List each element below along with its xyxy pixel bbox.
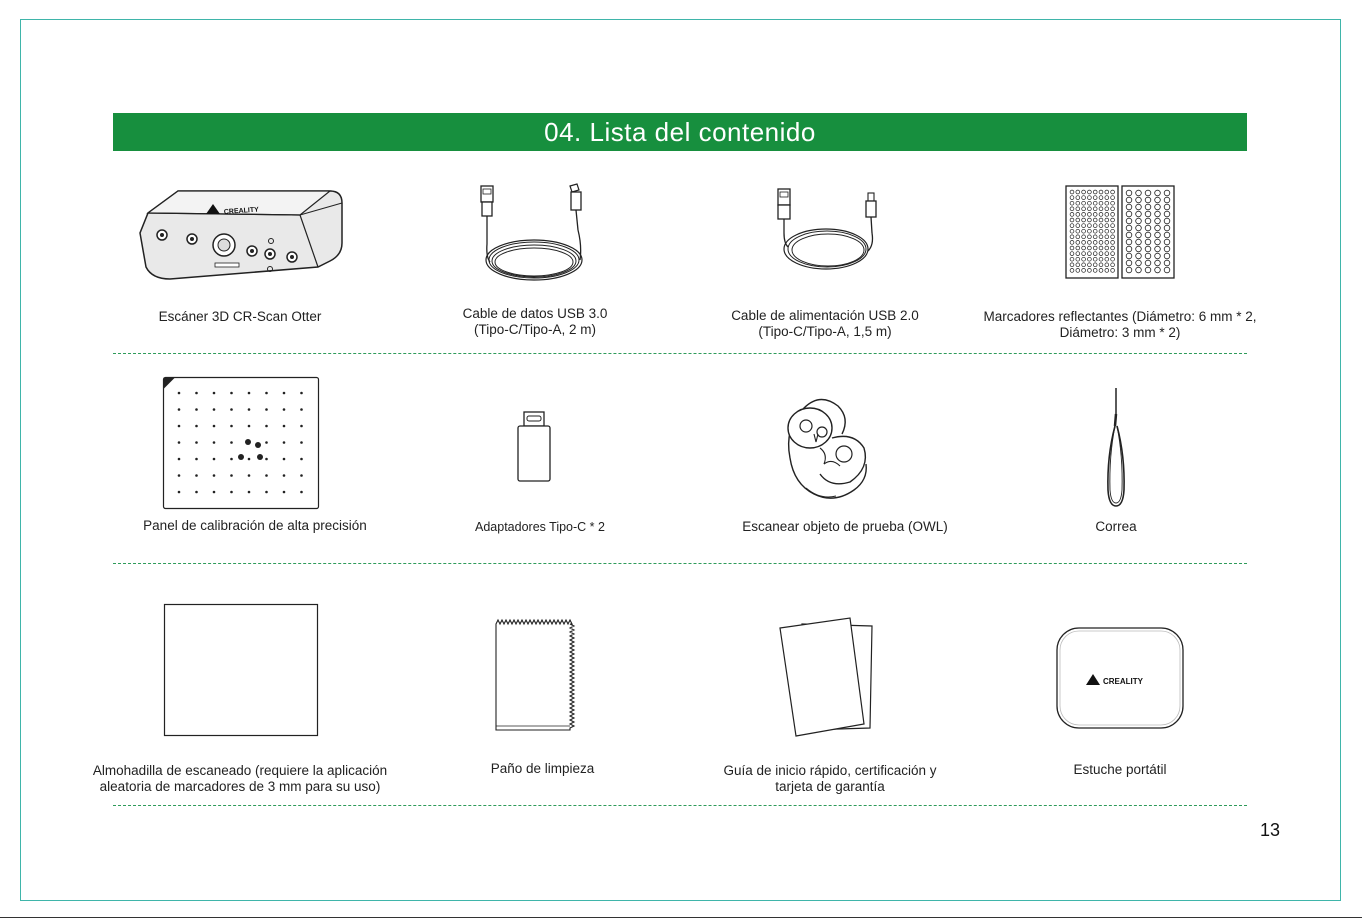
calibration-dot	[178, 458, 181, 461]
calibration-dot	[300, 408, 303, 411]
calibration-dot	[195, 425, 198, 428]
calibration-dot	[195, 408, 198, 411]
calibration-dot	[178, 491, 181, 494]
caption-usb-data-cable: Cable de datos USB 3.0 (Tipo-C/Tipo-A, 2 m)	[462, 306, 608, 337]
strap-icon	[1103, 386, 1129, 510]
calibration-dot	[300, 491, 303, 494]
caption-documents: Guía de inicio rápido, certificación y tarjeta de garantía	[723, 763, 937, 794]
calibration-dot	[230, 458, 233, 461]
section-title-bar	[113, 113, 1247, 151]
item-carrying-case	[1056, 627, 1184, 729]
calibration-large-dot	[238, 454, 244, 460]
scanning-pad-icon	[164, 604, 318, 736]
calibration-dot	[248, 491, 251, 494]
item-documents	[778, 616, 878, 738]
item-strap	[1103, 386, 1129, 510]
calibration-dot	[178, 474, 181, 477]
case-brand-text: CREALITY	[1103, 677, 1143, 686]
calibration-dot	[195, 392, 198, 395]
calibration-large-dot	[245, 439, 251, 445]
calibration-dot	[178, 441, 181, 444]
usb-power-cable-icon	[772, 187, 892, 292]
calibration-dot	[213, 474, 216, 477]
calibration-dot	[300, 474, 303, 477]
calibration-dot	[248, 458, 251, 461]
scanner-icon	[130, 183, 350, 288]
calibration-dot	[213, 441, 216, 444]
calibration-dot	[213, 491, 216, 494]
calibration-dot	[248, 408, 251, 411]
calibration-dot	[265, 425, 268, 428]
item-scanner	[130, 183, 350, 288]
calibration-dot	[265, 474, 268, 477]
calibration-large-dot	[257, 454, 263, 460]
calibration-dot	[283, 458, 286, 461]
calibration-dot	[265, 408, 268, 411]
calibration-dot	[213, 392, 216, 395]
item-usb-power-cable	[772, 187, 892, 292]
owl-object-icon	[780, 388, 875, 506]
caption-strap: Correa	[1095, 519, 1137, 534]
calibration-dot	[248, 392, 251, 395]
section-title: 04. Lista del contenido	[544, 116, 816, 147]
calibration-dot	[213, 408, 216, 411]
caption-carrying-case: Estuche portátil	[1073, 762, 1167, 777]
calibration-dot	[195, 474, 198, 477]
calibration-dot	[283, 392, 286, 395]
calibration-dot	[300, 425, 303, 428]
caption-calibration-panel: Panel de calibración de alta precisión	[143, 518, 367, 533]
caption-scanning-pad: Almohadilla de escaneado (requiere la aplicación aleatoria de marcadores de 3 mm para su uso)	[92, 763, 388, 794]
row-divider-3	[113, 805, 1247, 806]
calibration-dot	[283, 408, 286, 411]
calibration-dot	[300, 458, 303, 461]
caption-reflective-markers: Marcadores reflectantes (Diámetro: 6 mm * 2, Diámetro: 3 mm * 2)	[983, 309, 1257, 340]
calibration-dot	[300, 392, 303, 395]
calibration-dot	[283, 425, 286, 428]
calibration-dot	[230, 408, 233, 411]
caption-type-c-adapter: Adaptadores Tipo-C * 2	[475, 520, 605, 534]
reflective-markers-icon	[1066, 186, 1174, 278]
item-cleaning-cloth	[494, 618, 576, 734]
type-c-adapter-icon	[516, 410, 552, 484]
item-type-c-adapter	[516, 410, 552, 484]
calibration-dot	[178, 408, 181, 411]
caption-usb-power-cable: Cable de alimentación USB 2.0 (Tipo-C/Tipo-A, 1,5 m)	[731, 308, 919, 339]
bottom-rule	[0, 917, 1362, 918]
documents-icon	[778, 616, 878, 738]
calibration-dot	[300, 441, 303, 444]
calibration-dot	[248, 474, 251, 477]
cloth-outline	[496, 620, 574, 730]
calibration-dot	[265, 458, 268, 461]
usb-data-cable-icon	[470, 182, 600, 292]
caption-owl-object: Escanear objeto de prueba (OWL)	[742, 519, 948, 534]
row-divider-2	[113, 563, 1247, 564]
calibration-dot	[178, 392, 181, 395]
calibration-dot	[265, 491, 268, 494]
scanner-brand-text: CREALITY	[223, 206, 260, 216]
calibration-panel-icon	[163, 377, 319, 509]
calibration-dot	[230, 392, 233, 395]
calibration-dot	[283, 491, 286, 494]
item-reflective-markers	[1066, 186, 1174, 278]
calibration-dot	[283, 441, 286, 444]
calibration-dot	[230, 441, 233, 444]
calibration-dot	[230, 474, 233, 477]
calibration-dot	[283, 474, 286, 477]
calibration-dot	[230, 491, 233, 494]
item-calibration-panel	[163, 377, 319, 509]
calibration-large-dot	[255, 442, 261, 448]
calibration-dot	[265, 392, 268, 395]
row-divider-1	[113, 353, 1247, 354]
item-usb-data-cable	[470, 182, 600, 292]
caption-cleaning-cloth: Paño de limpieza	[490, 761, 595, 776]
item-scanning-pad	[164, 604, 318, 736]
cleaning-cloth-icon	[494, 618, 576, 734]
caption-scanner: Escáner 3D CR-Scan Otter	[158, 309, 322, 324]
calibration-dot	[195, 441, 198, 444]
calibration-dot	[195, 458, 198, 461]
calibration-dot	[178, 425, 181, 428]
calibration-dot	[195, 491, 198, 494]
calibration-dot	[248, 425, 251, 428]
page-number: 13	[1259, 820, 1281, 840]
carrying-case-icon	[1056, 627, 1184, 729]
item-owl-object	[780, 388, 875, 506]
calibration-dot	[265, 441, 268, 444]
calibration-dot	[213, 458, 216, 461]
calibration-dot	[213, 425, 216, 428]
calibration-dot	[230, 425, 233, 428]
